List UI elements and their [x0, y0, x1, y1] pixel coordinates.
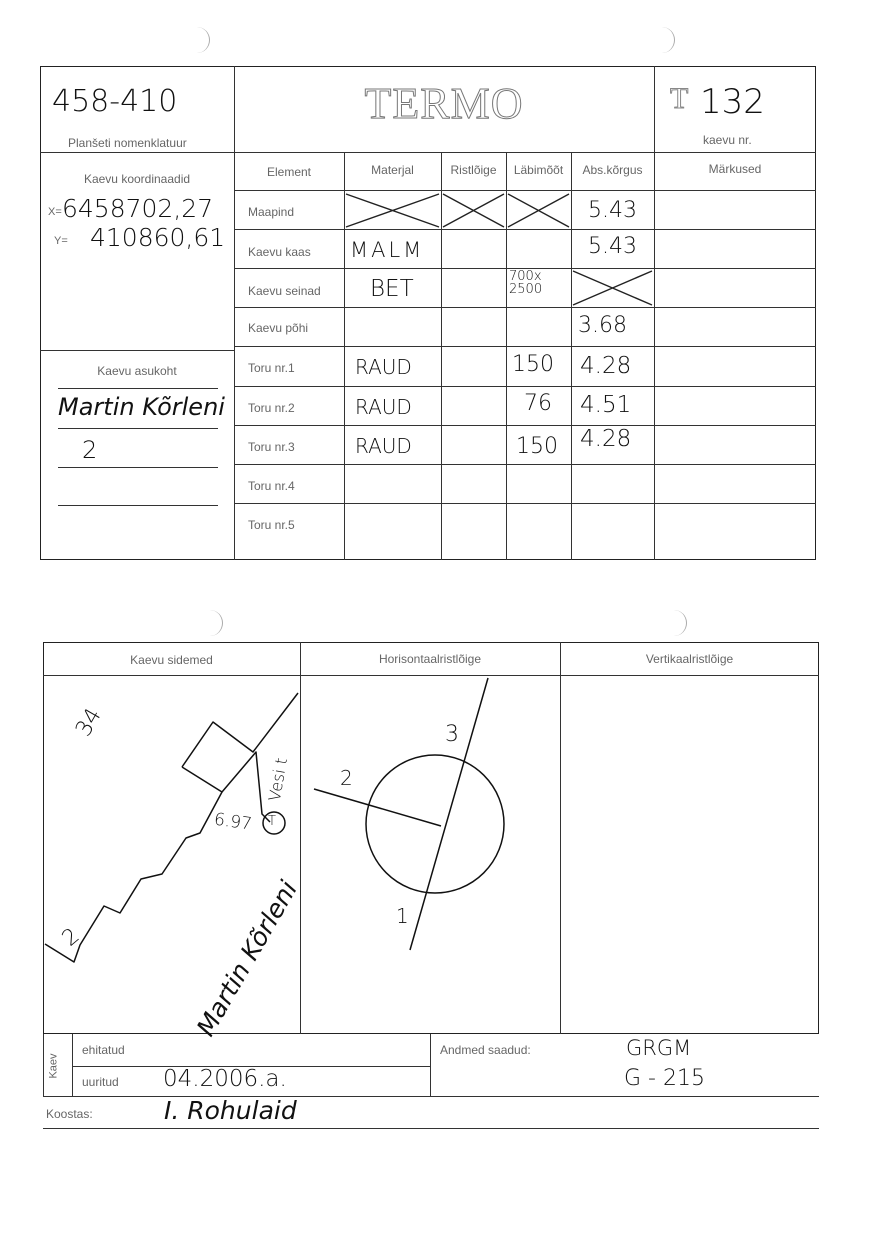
- x-coordinate: 6458702,27: [62, 194, 214, 223]
- cell-material: BET: [370, 276, 414, 302]
- side-label: Kaev: [47, 1053, 60, 1079]
- data-value-2: G - 215: [624, 1066, 705, 1091]
- row-label: Kaevu kaas: [248, 245, 311, 259]
- cell-height: 4.28: [580, 353, 632, 379]
- cell-diameter: 700x 2500: [509, 269, 543, 297]
- header-cross-section: Ristlõige: [450, 163, 497, 177]
- brand-logo: TERMO: [364, 79, 524, 128]
- row-label: Maapind: [248, 205, 295, 219]
- header-abs-height: Abs.kõrgus: [582, 163, 643, 177]
- row-label: Kaevu seinad: [248, 284, 321, 298]
- header-notes: Märkused: [708, 162, 762, 176]
- y-prefix: Y=: [54, 235, 68, 247]
- location-number: 2: [82, 436, 98, 464]
- data-label: Andmed saadud:: [440, 1043, 531, 1057]
- surveyed-value: 04.2006.a.: [163, 1066, 287, 1092]
- section-label-3: 3: [445, 722, 459, 747]
- header-diameter: Läbimõõt: [513, 163, 564, 177]
- sketch-street-name: Martin Kõrleni: [190, 875, 303, 1042]
- cell-height: 5.43: [588, 198, 637, 223]
- row-label: Toru nr.3: [248, 440, 295, 454]
- cell-material: RAUD: [355, 434, 412, 458]
- header-vertical-section: Vertikaalristlõige: [645, 652, 734, 666]
- sheet-label: Planšeti nomenklatuur: [68, 136, 187, 150]
- cell-height: 5.43: [588, 234, 637, 259]
- sheet-number: 458-410: [52, 84, 178, 119]
- sketch-well-mark: T: [268, 814, 276, 829]
- cell-material: RAUD: [355, 355, 412, 379]
- row-label: Kaevu põhi: [248, 321, 309, 335]
- location-label: Kaevu asukoht: [97, 364, 177, 378]
- sketch-well-height: 6.97: [212, 809, 254, 835]
- sketch-street-number: 2: [57, 923, 85, 952]
- surveyed-label: uuritud: [82, 1075, 119, 1089]
- built-label: ehitatud: [82, 1043, 125, 1057]
- cell-height: 4.51: [580, 392, 632, 418]
- x-prefix: X=: [48, 206, 62, 218]
- coords-label: Kaevu koordinaadid: [83, 172, 191, 186]
- header-element: Element: [266, 165, 312, 179]
- header-horizontal-section: Horisontaalristlõige: [378, 652, 482, 666]
- compiled-value: I. Rohulaid: [164, 1096, 297, 1125]
- cell-material: RAUD: [355, 395, 412, 419]
- header-material: Materjal: [371, 163, 414, 177]
- section-label-1: 1: [396, 904, 409, 928]
- well-prefix: T: [670, 82, 689, 115]
- cell-diameter: 76: [524, 391, 552, 416]
- row-label: Toru nr.2: [248, 401, 295, 415]
- sketch-bend-label: Vesi t: [264, 756, 291, 803]
- data-value-1: GRGM: [626, 1036, 692, 1060]
- well-number: 132: [700, 82, 765, 122]
- section-label-2: 2: [340, 766, 353, 790]
- row-label: Toru nr.1: [248, 361, 295, 375]
- row-label: Toru nr.5: [248, 518, 295, 532]
- y-coordinate: 410860,61: [90, 223, 226, 252]
- cell-height: 3.68: [578, 313, 627, 338]
- cell-diameter: 150: [516, 434, 558, 459]
- compiled-label: Koostas:: [46, 1107, 93, 1121]
- well-label: kaevu nr.: [703, 133, 752, 147]
- header-connections: Kaevu sidemed: [130, 653, 213, 667]
- row-label: Toru nr.4: [248, 479, 295, 493]
- sketch-house-number: 34: [71, 704, 107, 741]
- cell-height: 4.28: [580, 426, 632, 452]
- cell-diameter: 150: [512, 352, 554, 377]
- location-street: Martin Kõrleni: [58, 393, 225, 421]
- cell-material: MALM: [350, 238, 425, 262]
